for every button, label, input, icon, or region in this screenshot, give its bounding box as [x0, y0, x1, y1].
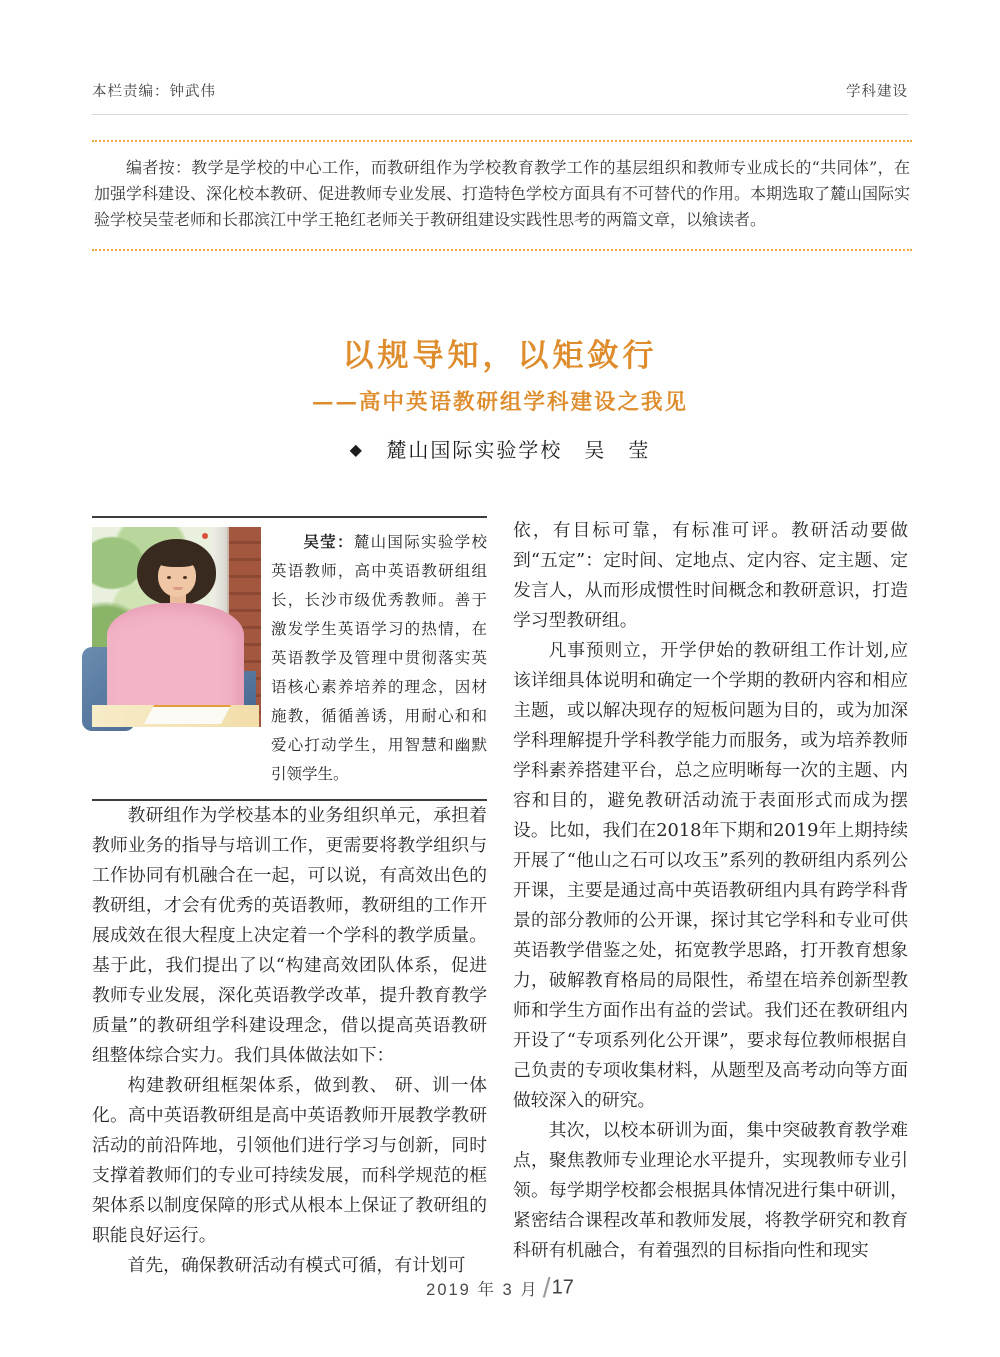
article-subtitle: ——高中英语教研组学科建设之我见	[311, 390, 688, 415]
photo-eye-left	[167, 576, 171, 579]
footer-slash: /	[542, 1272, 551, 1303]
author-photo	[92, 527, 259, 727]
page-footer	[0, 1272, 1000, 1304]
author-line	[0, 434, 1000, 463]
photo-eye-right	[183, 576, 187, 579]
author-bio-text	[271, 527, 487, 789]
footer-page-number: 17	[551, 1276, 574, 1299]
section-name-label: 学科建设	[846, 84, 908, 100]
bio-body: 麓山国际实验学校英语教师，高中英语教研组组长，长沙市级优秀教师。善于激发学生英语学习的热情，在英语教学及管理中贯彻落实英语核心素养培养的理念，因材施教，循循善诱，用耐心和和爱心打动学生，用智慧和幽默引领学生。	[271, 533, 487, 783]
photo-face	[158, 557, 196, 597]
column-editor-label: 本栏责编：钟武伟	[92, 84, 216, 100]
photo-paper	[144, 705, 231, 724]
page-header	[92, 80, 908, 101]
paragraph: 教研组作为学校基本的业务组织单元，承担着教师业务的指导与培训工作，更需要将教学组织与工作协同有机融合在一起，可以说，有高效出色的教研组，才会有优秀的英语教师，教研组的工作开展成效在很大程度上决定着一个学科的教学质量。基于此，我们提出了以“构建高效团队体系，促进教师专业发展，深化英语教学改革，提升教育教学质量”的教研组学科建设理念，借以提高英语教研组整体综合实力。我们具体做法如下：	[92, 805, 487, 1066]
author-bio-box	[92, 516, 487, 801]
right-column	[513, 505, 908, 1261]
paragraph: 凡事预则立，开学伊始的教研组工作计划,应该详细具体说明和确定一个学期的教研内容和相应主题，或以解决现存的短板问题为目的，或为加深学科理解提升学科教学能力而服务，或为培养教师学科素养搭建平台，总之应明晰每一次的主题、内容和目的，避免教研活动流于表面形式而成为摆设。比如，我们在2018年下期和2019年上期持续开展了“他山之石可以攻玉”系列的教研组内系列公开课，主要是通过高中英语教研组内具有跨学科背景的部分教师的公开课，探讨其它学科和专业可供英语教学借鉴之处，拓宽教学思路，打开教育想象力，破解教育格局的局限性，希望在培养创新型教师和学生方面作出有益的尝试。我们还在教研组内开设了“专项系列化公开课”，要求每位教师根据自己负责的专项收集材料，从题型及高考动向等方面做较深入的研究。	[513, 640, 908, 1111]
paragraph: 依，有目标可靠，有标准可评。教研活动要做到“五定”：定时间、定地点、定内容、定主题、定发言人，从而形成惯性时间概念和教研意识，打造学习型教研组。	[513, 520, 908, 631]
footer-date: 2019 年 3 月	[426, 1281, 539, 1299]
diamond-icon: ◆	[349, 440, 364, 459]
article-title: 以规导知，以矩敛行	[342, 338, 658, 374]
title-block	[0, 330, 1000, 416]
left-column	[92, 505, 487, 1276]
paragraph: 首先，确保教研活动有模式可循，有计划可	[127, 1255, 466, 1276]
header-divider	[92, 114, 908, 115]
photo-red-berry	[202, 533, 208, 539]
editor-note-box	[92, 140, 912, 251]
bio-lead: 吴莹：	[302, 532, 354, 551]
paragraph: 其次，以校本研训为面，集中突破教育教学难点，聚焦教师专业理论水平提升，实现教师专业引领。每学期学校都会根据具体情况进行集中研训，紧密结合课程改革和教师发展，将教学研究和教育科研有机融合，有着强烈的目标指向性和现实	[513, 1120, 908, 1261]
photo-mouth	[173, 587, 183, 590]
author-affiliation-name: 麓山国际实验学校 吴 莹	[386, 438, 651, 462]
editor-note-text: 编者按：教学是学校的中心工作，而教研组作为学校教育教学工作的基层组织和教师专业成长的“共同体”，在加强学科建设、深化校本教研、促进教师专业发展、打造特色学校方面具有不可替代的作用。本期选取了麓山国际实验学校吴莹老师和长郡滨江中学王艳红老师关于教研组建设实践性思考的两篇文章，以飨读者。	[94, 158, 911, 229]
article-body	[92, 505, 908, 1276]
paragraph: 构建教研组框架体系，做到教、 研、训一体化。高中英语教研组是高中英语教师开展教学教研活动的前沿阵地，引领他们进行学习与创新，同时支撑着教师们的专业可持续发展，而科学规范的框架体系以制度保障的形式从根本上保证了教研组的职能良好运行。	[92, 1075, 487, 1246]
